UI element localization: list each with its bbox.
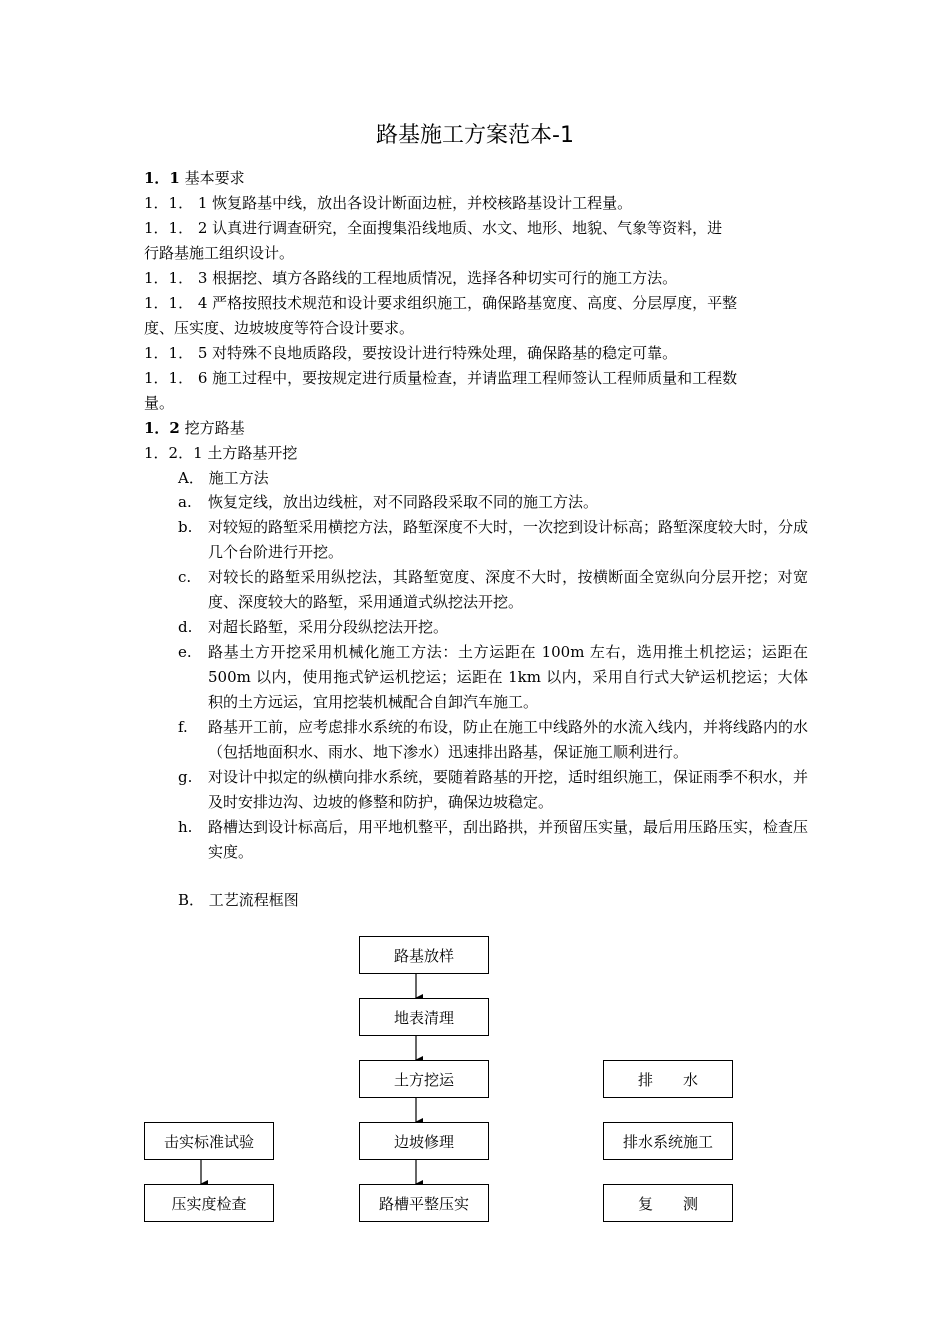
list-text: 对较短的路堑采用横挖方法，路堑深度不大时，一次挖到设计标高；路堑深度较大时，分成几个台阶进行开挖。 [208, 518, 809, 561]
list-marker: f. [178, 718, 188, 736]
list-marker: b. [178, 518, 193, 536]
flow-box-drainage-system: 排水系统施工 [603, 1122, 733, 1160]
list-text: 路槽达到设计标高后，用平地机整平，刮出路拱，并预留压实量，最后用压路压实，检查压实度。 [208, 818, 809, 861]
flow-box-drainage: 排 水 [603, 1060, 733, 1098]
paragraph-1-1-2-line2: 行路基施工组织设计。 [144, 244, 295, 262]
list-marker: e. [178, 643, 192, 661]
paragraph-1-1-1: 1．1． 1 恢复路基中线，放出各设计断面边桩，并校核路基设计工程量。 [144, 194, 633, 212]
flow-box-compaction: 路槽平整压实 [359, 1184, 489, 1222]
section-label: 挖方路基 [184, 419, 245, 437]
list-text: 恢复定线，放出边线桩，对不同路段采取不同的施工方法。 [208, 493, 599, 511]
list-marker: c. [178, 568, 192, 586]
paragraph-1-1-5: 1．1． 5 对特殊不良地质路段，要按设计进行特殊处理，确保路基的稳定可靠。 [144, 344, 678, 362]
paragraph-1-1-4-line2: 度、压实度、边坡坡度等符合设计要求。 [144, 319, 415, 337]
list-text: 对超长路堑，采用分段纵挖法开挖。 [208, 618, 449, 636]
paragraph-1-1-3: 1．1． 3 根据挖、填方各路线的工程地质情况，选择各种切实可行的施工方法。 [144, 269, 678, 287]
list-marker: a. [178, 493, 192, 511]
part-b-heading: B． 工艺流程框图 [178, 891, 299, 909]
flow-box-proctor-test: 击实标准试验 [144, 1122, 274, 1160]
section-number: 1．1 [144, 169, 180, 187]
section-label: 基本要求 [184, 169, 245, 187]
flow-box-compaction-check: 压实度检查 [144, 1184, 274, 1222]
paragraph-1-1-6-line1: 1．1． 6 施工过程中，要按规定进行质量检查，并请监理工程师签认工程师质量和工程数 [144, 369, 738, 387]
paragraph-1-1-2-line1: 1．1． 2 认真进行调查研究，全面搜集沿线地质、水文、地形、地貌、气象等资料，进 [144, 219, 723, 237]
list-text: 路基土方开挖采用机械化施工方法：土方运距在 100m 左右，选用推土机挖运；运距在 500m 以内，使用拖式铲运机挖运；运距在 1km 以内，采用自行式大铲运机挖运；大体积的土方远运，宜用挖装机械配合自卸汽车施工。 [208, 643, 808, 711]
list-text: 对设计中拟定的纵横向排水系统，要随着路基的开挖，适时组织施工，保证雨季不积水，并及时安排边沟、边坡的修整和防护，确保边坡稳定。 [208, 768, 809, 811]
flow-box-survey: 路基放样 [359, 936, 489, 974]
section-number: 1．2 [144, 419, 180, 437]
flow-box-clearing: 地表清理 [359, 998, 489, 1036]
flow-box-resurvey: 复 测 [603, 1184, 733, 1222]
flow-box-excavation: 土方挖运 [359, 1060, 489, 1098]
paragraph-1-1-6-line2: 量。 [144, 394, 175, 412]
list-marker: d. [178, 618, 193, 636]
list-marker: h. [178, 818, 193, 836]
list-text: 路基开工前，应考虑排水系统的布设，防止在施工中线路外的水流入线内，并将线路内的水（包括地面积水、雨水、地下渗水）迅速排出路基，保证施工顺利进行。 [208, 718, 809, 761]
part-a-heading: A． 施工方法 [178, 469, 269, 487]
flow-box-slope-trim: 边坡修理 [359, 1122, 489, 1160]
list-text: 对较长的路堑采用纵挖法，其路堑宽度、深度不大时，按横断面全宽纵向分层开挖；对宽度、深度较大的路堑，采用通道式纵挖法开挖。 [208, 568, 808, 611]
paragraph-1-1-4-line1: 1．1． 4 严格按照技术规范和设计要求组织施工，确保路基宽度、高度、分层厚度，平整 [144, 294, 738, 312]
page-title: 路基施工方案范本-1 [376, 123, 574, 148]
subsection-heading-1-2-1: 1．2．1 土方路基开挖 [144, 444, 298, 462]
list-marker: g. [178, 768, 193, 786]
